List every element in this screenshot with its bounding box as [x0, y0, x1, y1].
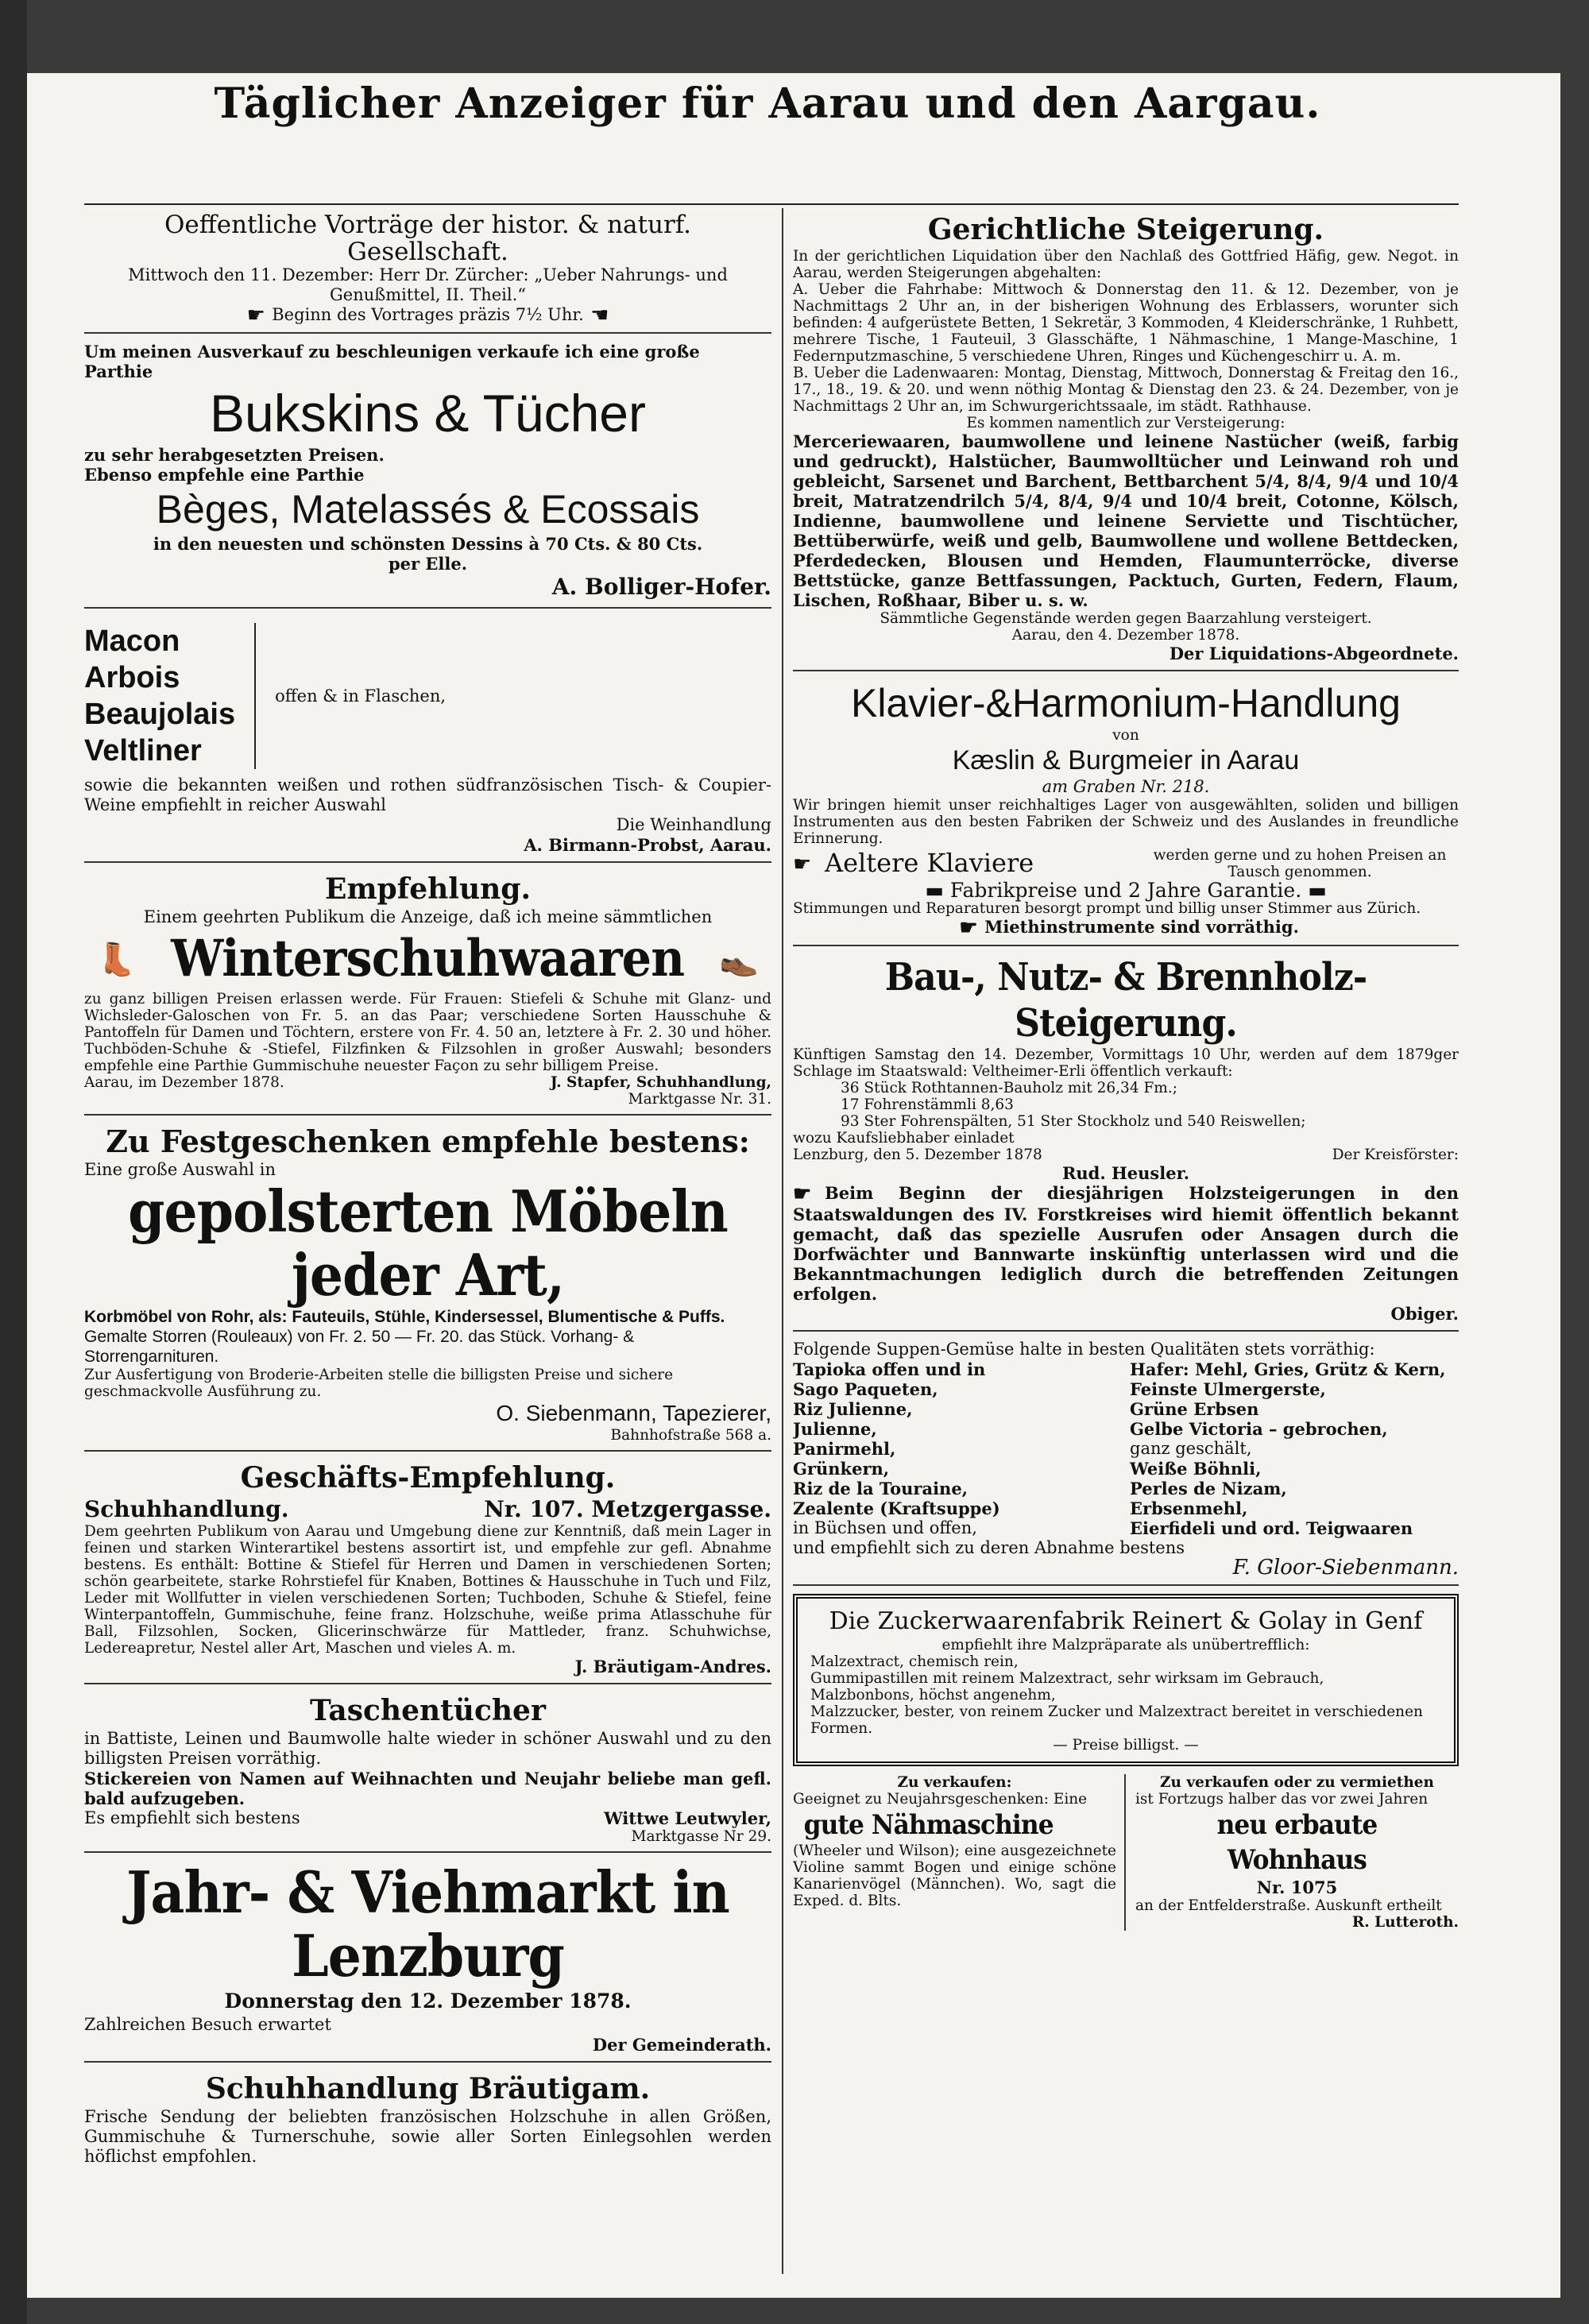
gemuese-item: Tapioka offen und in: [793, 1359, 986, 1379]
square-bullet-icon: ▬: [1301, 879, 1327, 902]
zucker-title: Die Zuckerwaarenfabrik Reinert & Golay in Genf: [829, 1607, 1423, 1635]
klavier-von: von: [1112, 727, 1139, 744]
klavier-miet: Miethinstrumente sind vorräthig.: [984, 917, 1299, 937]
vortrag-line1: Mittwoch den 11. Dezember: Herr Dr. Zürcher: „Ueber Nahrungs- und Genußmittel, II. Theil.“: [128, 265, 728, 304]
winter-sig2: Marktgasse Nr. 31.: [628, 1091, 771, 1108]
markt-date: Donnerstag den 12. Dezember 1878.: [224, 1990, 632, 2013]
gemuese-item: Feinste Ulmergerste,: [1130, 1379, 1326, 1399]
klavier-firm: Kæslin & Burgmeier in Aarau: [952, 745, 1300, 775]
steigerung-intro: In der gerichtlichen Liquidation über den Nachlaß des Gottfried Häfig, gew. Negot. in Aarau, werden Steigerungen abgehalten:: [793, 248, 1459, 281]
gemuese-item: Eierfideli und ord. Teigwaaren: [1130, 1518, 1413, 1538]
moebel-intro: Eine große Auswahl in: [84, 1160, 276, 1179]
winter-place: Aarau, im Dezember 1878.: [84, 1074, 284, 1091]
zucker-intro: empfiehlt ihre Malzpräparate als unübertrefflich:: [941, 1637, 1310, 1653]
moebel-title: Zu Festgeschenken empfehle bestens:: [106, 1123, 750, 1159]
holz-text: Künftigen Samstag den 14. Dezember, Vormittags 10 Uhr, werden auf dem 1879ger Schlage im Staatswald: Veltheimer-Erli öffentlich verkauft:: [793, 1046, 1459, 1080]
gemuese-item: Zealente (Kraftsuppe): [793, 1498, 1000, 1518]
holz-item3: 93 Ster Fohrenspälten, 51 Ster Stockholz und 540 Reiswellen;: [841, 1113, 1306, 1130]
klavier-title: Klavier-&Harmonium-Handlung: [851, 681, 1401, 725]
tuecher-title: Taschentücher: [310, 1694, 546, 1727]
tuecher-text2: Stickereien von Namen auf Weihnachten und Neujahr beliebe man gefl. bald aufzugeben.: [84, 1769, 771, 1808]
naehmaschine-line2: (Wheeler und Wilson); eine ausgezeichnete Violine sammt Bogen und einige schöne Kanarienvögel (Männchen). Wo, sagt die Exped. d. Blts.: [793, 1843, 1116, 1909]
classifieds-row: [793, 1774, 1459, 1931]
moebel-line3: Zur Ausfertigung von Broderie-Arbeiten stelle die billigsten Preise und sichere geschmackvolle Ausführung zu.: [84, 1367, 674, 1400]
naehmaschine-line1: Geeignet zu Neujahrsgeschenken: Eine: [793, 1791, 1088, 1808]
steigerung-goods: Merceriewaaren, baumwollene und leinene Nastücher (weiß, farbig und gedruckt), Halstücher, Baumwolltücher und Leinwand roh und gebleicht, Sarsenet und Barchent, Bettbarchent 5/4, 8/4, 9/4 und 10/4 breit, Matratzendrilch 5/4, 8/4, 9/4 und 10/4 breit, Cotonne, Kölsch, Indienne, baumwollene und leinene Serviette und Tischtücher, Bettüberwürfe, weiß und gelb, Baumwollene und wollene Bettdecken, Pferdedecken, Blousen und Hemden, Flaumunterröcke, diverse Bettstücke, ganze Bettfassungen, Packtuch, Gurten, Federn, Flaum, Lischen, Roßhaar, Biber u. s. w.: [793, 431, 1459, 610]
klavier-stimm: Stimmungen und Reparaturen besorgt prompt und billig unser Stimmer aus Zürich.: [793, 900, 1421, 917]
gemuese-item: Riz de la Touraine,: [793, 1479, 968, 1498]
moebel-line2: Gemalte Storren (Rouleaux) von Fr. 2. 50 — Fr. 20. das Stück. Vorhang- & Storrengarnituren.: [84, 1328, 635, 1366]
klavier-fabrik: Fabrikpreise und 2 Jahre Garantie.: [949, 879, 1302, 902]
gemuese-item: Gelbe Victoria – gebrochen,: [1130, 1419, 1388, 1439]
wohnhaus-line1: ist Fortzugs halber das vor zwei Jahren: [1135, 1791, 1429, 1808]
gemuese-item: Riz Julienne,: [793, 1399, 913, 1419]
ad-wohnhaus: [1135, 1774, 1459, 1931]
gemuese-item: ganz geschält,: [1130, 1439, 1252, 1458]
ad-geschaefts-empfehlung: [84, 1456, 771, 1684]
steigerung-a: A. Ueber die Fahrhabe: Mittwoch & Donnerstag den 11. & 12. Dezember, von je Nachmittags 2 Uhr an, in der bisherigen Wohnung des Erblassers, worunter sich befinden: 4 aufgerüstete Betten, 1 Sekretär, 3 Kommoden, 4 Kleiderschränke, 1 Ruhbett, mehrere Tische, 1 Fauteuil, 3 Glasschäfte, 1 Nähmaschine, 1 Mange-Maschine, 1 Federnputzmaschine, 5 verschiedene Uhren, Ringes und Küchengeschirr u. A. m.: [793, 281, 1459, 365]
gemuese-signature: F. Gloor-Siebenmann.: [1232, 1556, 1459, 1580]
ad-zuckerwaarenfabrik: [793, 1594, 1459, 1766]
gemuese-intro: Folgende Suppen-Gemüse halte in besten Qualitäten stets vorräthig:: [793, 1340, 1375, 1359]
gemuese-item: Sago Paqueten,: [793, 1379, 938, 1399]
moebel-sig1: O. Siebenmann, Tapezierer,: [496, 1401, 771, 1425]
holz-item4: wozu Kaufsliebhaber einladet: [793, 1130, 1015, 1147]
markt-headline: Jahr- & Viehmarkt in Lenzburg: [126, 1858, 729, 1990]
gemuese-item: Hafer: Mehl, Gries, Grütz & Kern,: [1130, 1359, 1446, 1379]
wohnhaus-signature: R. Lutteroth.: [1351, 1914, 1459, 1931]
ad-bukskins: [84, 338, 771, 609]
steigerung-place: Aarau, den 4. Dezember 1878.: [1011, 627, 1240, 644]
gemuese-item: Perles de Nizam,: [1130, 1479, 1287, 1498]
tuecher-sig3: Marktgasse Nr 29.: [631, 1828, 771, 1845]
vortrag-title: Oeffentliche Vorträge der histor. & naturf. Gesellschaft.: [164, 211, 691, 266]
moebel-headline: gepolsterten Möbeln jeder Art,: [128, 1177, 728, 1309]
buckskins-intro: Um meinen Ausverkauf zu beschleunigen verkaufe ich eine große Parthie: [84, 342, 700, 381]
geschaeft-title: Geschäfts-Empfehlung.: [240, 1461, 616, 1495]
pointing-hand-icon: ☛: [793, 853, 812, 877]
klavier-address: am Graben Nr. 218.: [1042, 777, 1210, 796]
markt-signature: Der Gemeinderath.: [592, 2035, 771, 2055]
zucker-line2: Gummipastillen mit reinem Malzextract, sehr wirksam im Gebrauch,: [810, 1670, 1324, 1687]
ad-vortraege: [84, 208, 771, 334]
zucker-line4: Malzzucker, bester, von reinem Zucker und Malzextract bereitet in verschiedenen Formen.: [810, 1703, 1423, 1737]
holz-notice: Beim Beginn der diesjährigen Holzsteigerungen in den Staatswaldungen des IV. Forstkreises wird hiemit öffentlich bekannt gemacht, daß das spezielle Ausrufen oder Ansagen durch die Dorfwächter und Bannwarte inskünftig unterlassen wird und die Bekanntmachungen lediglich durch die betreffenden Zeitungen erfolgen.: [793, 1183, 1459, 1304]
wohnhaus-head: Zu verkaufen oder zu vermiethen: [1159, 1774, 1435, 1791]
wine-name: Arbois: [84, 661, 180, 694]
ad-schuhhandlung-braeutigam: [84, 2067, 771, 2173]
winter-title: Empfehlung.: [325, 872, 531, 906]
zucker-price: — Preise billigst. —: [1053, 1737, 1199, 1754]
braeutigam-text: Frische Sendung der beliebten französischen Holzschuhe in allen Größen, Gummischuhe & Turnerschuhe, sowie aller Sorten Einlegsohlen werden höflichst empfohlen.: [84, 2107, 771, 2166]
gemuese-item: Erbsenmehl,: [1130, 1498, 1248, 1518]
tuecher-sig2: Wittwe Leutwyler,: [604, 1808, 771, 1828]
steigerung-signature: Der Liquidations-Abgeordnete.: [1169, 644, 1459, 663]
zucker-line1: Malzextract, chemisch rein,: [810, 1653, 1019, 1670]
winter-sig1: J. Stapfer, Schuhhandlung,: [550, 1074, 771, 1091]
naehmaschine-headline: gute Nähmaschine: [803, 1809, 1054, 1841]
moebel-line1: Korbmöbel von Rohr, als: Fauteuils, Stühle, Kindersessel, Blumentische & Puffs.: [84, 1308, 725, 1326]
scan-spine: [0, 0, 27, 2324]
gemuese-item: Grünkern,: [793, 1459, 890, 1479]
wine-sig2: A. Birmann-Probst, Aarau.: [524, 835, 771, 855]
ad-klavier: [793, 676, 1459, 946]
wohnhaus-headline: neu erbaute Wohnhaus: [1216, 1809, 1378, 1876]
gemuese-item: in Büchsen und offen,: [793, 1518, 977, 1537]
gemuese-item: Panirmehl,: [793, 1439, 896, 1459]
wohnhaus-line2: an der Entfelderstraße. Auskunft ertheilt: [1135, 1897, 1442, 1914]
geschaeft-signature: J. Bräutigam-Andres.: [574, 1657, 771, 1676]
wine-name: Macon: [84, 625, 180, 658]
ad-winterschuhwaaren: [84, 868, 771, 1116]
winter-headline: Winterschuhwaaren: [171, 929, 685, 988]
klavier-text: Wir bringen hiemit unser reichhaltiges Lager von ausgewählten, soliden und billigen Instrumenten aus den besten Fabriken der Schweiz und des Auslandes in freundliche Erinnerung.: [793, 797, 1459, 847]
ad-taschentuecher: [84, 1689, 771, 1853]
gemuese-end: und empfiehlt sich zu deren Abnahme bestens: [793, 1538, 1185, 1557]
column-divider: [782, 208, 783, 2274]
vortrag-line2: Beginn des Vortrages präzis 7½ Uhr.: [272, 305, 584, 324]
buckskins-line2: Ebenso empfehle eine Parthie: [84, 465, 365, 485]
klavier-aeltere: Aeltere Klaviere: [825, 847, 1034, 878]
winter-intro: Einem geehrten Publikum die Anzeige, daß ich meine sämmtlichen: [143, 907, 713, 926]
buckskins-line4: per Elle.: [388, 554, 468, 574]
pointing-hand-icon: ☛: [246, 304, 265, 327]
winter-text: zu ganz billigen Preisen erlassen werde. Für Frauen: Stiefeli & Schuhe mit Glanz- und Wichsleder-Galoschen von Fr. 5. an das Paar; verschiedene Sorten Hausschuhe & Pantoffeln für Damen und Töchtern, erstere von Fr. 4. 50 an, letztere à Fr. 2. 30 und höher. Tuchböden-Schuhe & -Stiefel, Filzfinken & Filzsohlen in großer Auswahl; besonders empfehle eine Parthie Gummischuhe neuester Façon zu sehr billigem Preise.: [84, 991, 771, 1074]
holz-notice-signature: Obiger.: [1390, 1304, 1459, 1324]
buckskins-line3: in den neuesten und schönsten Dessins à 70 Cts. & 80 Cts.: [153, 534, 703, 554]
naehmaschine-head: Zu verkaufen:: [897, 1774, 1012, 1791]
gemuese-item: Weiße Böhnli,: [1130, 1459, 1262, 1479]
ad-gerichtliche-steigerung: [793, 208, 1459, 671]
buckskins-headline: Bukskins & Tücher: [209, 384, 646, 443]
markt-text: Zahlreichen Besuch erwartet: [84, 2015, 331, 2034]
holz-item2: 17 Fohrenstämmli 8,63: [841, 1096, 1014, 1113]
buckskins-headline2: Bèges, Matelassés & Ecossais: [156, 487, 700, 532]
moebel-sig2: Bahnhofstraße 568 a.: [610, 1427, 771, 1444]
holz-role: Der Kreisförster:: [1332, 1147, 1459, 1163]
buckskins-line1: zu sehr herabgesetzten Preisen.: [84, 445, 385, 465]
ad-suppen-gemuese: [793, 1336, 1459, 1586]
wine-sig1: Die Weinhandlung: [616, 815, 771, 834]
tuecher-sig1: Es empfiehlt sich bestens: [84, 1808, 300, 1827]
wine-name: Veltliner: [84, 734, 202, 768]
wine-name: Beaujolais: [84, 698, 236, 731]
wine-text: sowie die bekannten weißen und rothen südfranzösischen Tisch- & Coupier-Weine empfiehlt in reicher Auswahl: [84, 775, 771, 814]
ad-moebel: [84, 1120, 771, 1452]
ad-holz-steigerung: [793, 951, 1459, 1332]
ad-naehmaschine: [793, 1774, 1126, 1931]
wohnhaus-number: Nr. 1075: [1256, 1877, 1338, 1897]
wine-side: offen & in Flaschen,: [275, 686, 447, 706]
square-bullet-icon: ▬: [925, 879, 950, 902]
shoe-illustration-icon: 👞: [719, 941, 760, 978]
buckskins-signature: A. Bolliger-Hofer.: [551, 574, 771, 600]
tuecher-text: in Battiste, Leinen und Baumwolle halte wieder in schöner Auswahl und zu den billigsten Preisen vorräthig.: [84, 1729, 771, 1768]
shoe-illustration-icon: 👢: [96, 941, 137, 978]
geschaeft-text: Dem geehrten Publikum von Aarau und Umgebung diene zur Kenntniß, daß mein Lager in feinen und starken Winterartikel bestens assortirt ist, und empfehle zur gefl. Abnahme bestens. Es enthält: Bottine & Stiefel für Herren und Damen in verschiedenen Sorten; schön gearbeitete, starke Rohrstiefel für Knaben, Bottines & Hausschuhe in Tuch und Filz, Leder mit Wollfutter in vielen verschiedenen Sorten; Tuchboden, Schuhe & Stiefel, feine Winterpantoffeln, Gummischuhe, feine franz. Holzschuhe, weiße prima Atlasschuhe für Ball, Filzsohlen, Socken, Glicerinschwärze für Mattleder, franz. Schuhwichse, Ledereapretur, Nestel aller Art, Maschen und vieles A. m.: [84, 1523, 771, 1657]
steigerung-c: Es kommen namentlich zur Versteigerung:: [966, 415, 1286, 431]
geschaeft-sub2: Nr. 107. Metzgergasse.: [484, 1496, 771, 1522]
ad-viehmarkt: [84, 1858, 771, 2063]
holz-signature: Rud. Heusler.: [1061, 1163, 1190, 1183]
left-column: [84, 208, 771, 2316]
pointing-hand-icon: ☛: [959, 916, 978, 940]
holz-title: Bau-, Nutz- & Brennholz-Steigerung.: [884, 955, 1367, 1046]
klavier-aeltere-side: werden gerne und zu hohen Preisen an Tausch genommen.: [1153, 847, 1447, 880]
pointing-hand-icon: ☚: [590, 304, 609, 327]
ad-weine: [84, 613, 771, 863]
masthead-rule: [84, 203, 1459, 205]
gemuese-item: Julienne,: [793, 1419, 877, 1439]
zucker-line3: Malzbonbons, höchst angenehm,: [810, 1687, 1056, 1703]
steigerung-title: Gerichtliche Steigerung.: [927, 213, 1324, 246]
geschaeft-sub1: Schuhhandlung.: [84, 1496, 289, 1522]
holz-item1: 36 Stück Rothtannen-Bauholz mit 26,34 Fm.;: [841, 1080, 1177, 1096]
braeutigam-title: Schuhhandlung Bräutigam.: [205, 2072, 651, 2106]
holz-place: Lenzburg, den 5. Dezember 1878: [793, 1147, 1042, 1163]
masthead: Täglicher Anzeiger für Aarau und den Aargau.: [214, 79, 1321, 128]
pointing-hand-icon: ☛: [793, 1182, 812, 1206]
steigerung-b: B. Ueber die Ladenwaaren: Montag, Dienstag, Mittwoch, Donnerstag & Freitag den 16., 17., 18., 19. & 20. und wenn nöthig Montag & Dienstag den 23. & 24. Dezember, von je Nachmittags 2 Uhr an, im Schwurgerichtssaale, im städt. Rathhause.: [793, 365, 1459, 415]
steigerung-d: Sämmtliche Gegenstände werden gegen Baarzahlung versteigert.: [880, 610, 1372, 627]
right-column: [793, 208, 1459, 2316]
gemuese-item: Grüne Erbsen: [1130, 1399, 1259, 1419]
